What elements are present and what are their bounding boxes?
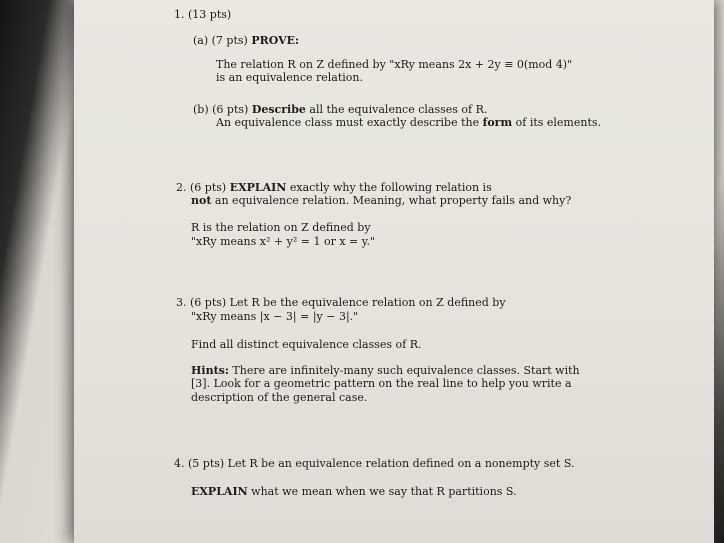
q4-keyword: EXPLAIN xyxy=(191,485,248,498)
q2-keyword: EXPLAIN xyxy=(229,181,287,194)
q3-hints-label: Hints: xyxy=(191,364,229,377)
q1b-line2-pre: An equivalence class must exactly describe the xyxy=(216,116,480,129)
q3-line2: "xRy means |x − 3| = |y − 3|." xyxy=(191,310,359,323)
q4-rest: what we mean when we say that R partitions S. xyxy=(251,485,517,498)
q3-line3: Find all distinct equivalence classes of R. xyxy=(191,338,422,351)
q1b-rest: all the equivalence classes of R. xyxy=(309,103,488,116)
q3-hints-text1: There are infinitely-many such equivalence classes. Start with xyxy=(232,364,580,377)
q2-line2-bold: not xyxy=(191,194,212,207)
q2-line2 xyxy=(191,194,571,207)
q1b-line2 xyxy=(216,116,601,129)
q2-line3: R is the relation on Z defined by xyxy=(191,221,371,234)
q3-line1: 3. (6 pts) Let R be the equivalence relation on Z defined by xyxy=(176,296,506,309)
q1-header: 1. (13 pts) xyxy=(174,8,232,21)
q1b-line2-post: of its elements. xyxy=(515,116,602,129)
q1a-heading xyxy=(193,34,299,47)
q2-label: 2. (6 pts) xyxy=(176,181,227,194)
q1b-label: (b) (6 pts) xyxy=(193,103,249,116)
q1a-label: (a) (7 pts) xyxy=(193,34,248,47)
q2-rest: exactly why the following relation is xyxy=(289,181,492,194)
q1a-keyword: PROVE: xyxy=(251,34,300,47)
q2-heading xyxy=(176,181,492,194)
q2-line2-rest: an equivalence relation. Meaning, what property fails and why? xyxy=(214,194,572,207)
q1a-statement-line2: is an equivalence relation. xyxy=(216,71,363,84)
q3-hints-line3: description of the general case. xyxy=(191,391,368,404)
q3-hints-line1 xyxy=(191,364,580,377)
q1a-statement-line1: The relation R on Z defined by "xRy means 2x + 2y ≡ 0(mod 4)" xyxy=(216,58,573,71)
q2-line4: "xRy means x² + y² = 1 or x = y." xyxy=(191,235,376,248)
q1b-heading xyxy=(193,103,487,116)
q4-line2 xyxy=(191,485,517,498)
q1b-keyword: Describe xyxy=(251,103,306,116)
q1b-line2-bold: form xyxy=(482,116,513,129)
q3-hints-line2: [3]. Look for a geometric pattern on the real line to help you write a xyxy=(191,377,572,390)
q4-line1: 4. (5 pts) Let R be an equivalence relation defined on a nonempty set S. xyxy=(174,457,575,470)
